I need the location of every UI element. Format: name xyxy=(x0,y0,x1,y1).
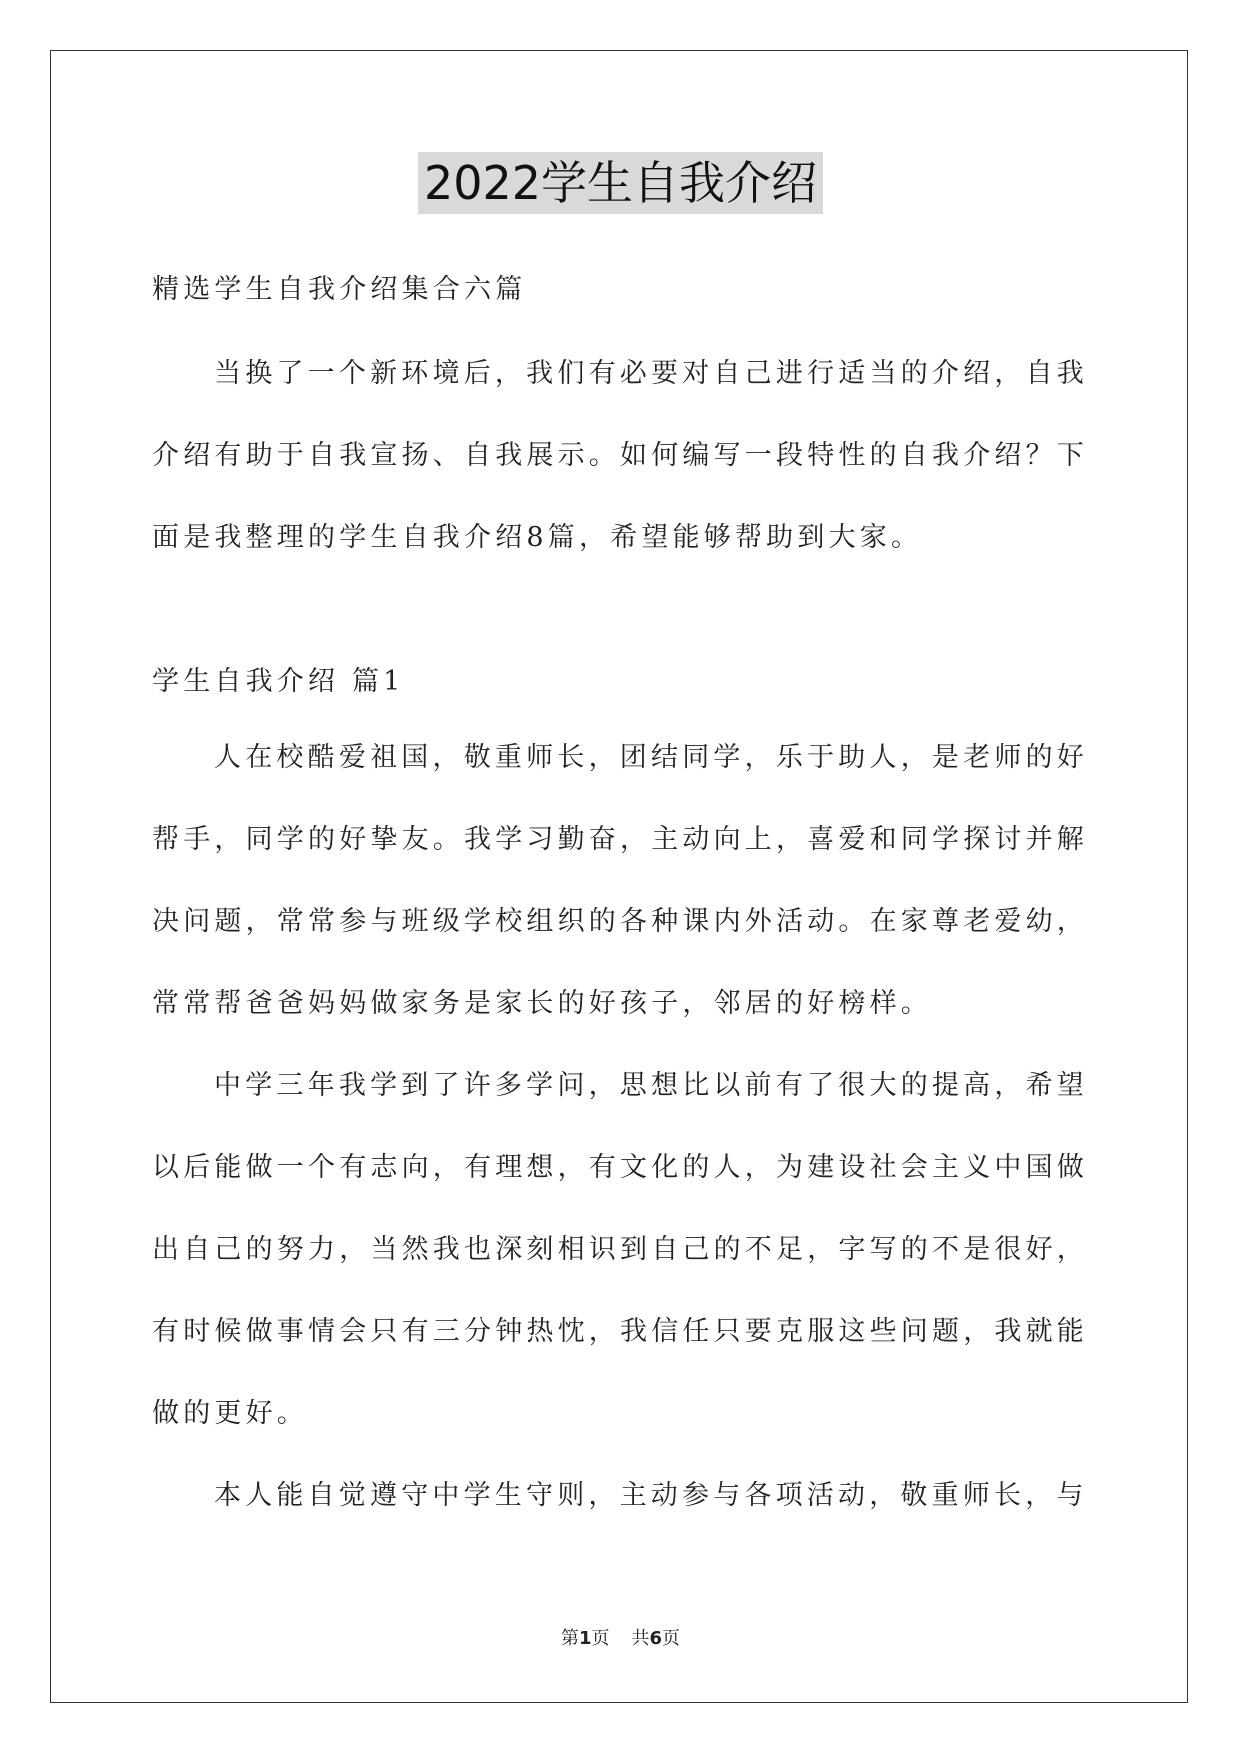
body-paragraph-1: 人在校酷爱祖国，敬重师长，团结同学，乐于助人，是老师的好帮手，同学的好挚友。我学习勤奋，主动向上，喜爱和同学探讨并解决问题，常常参与班级学校组织的各种课内外活动。在家尊老爱幼，常常帮爸爸妈妈做家务是家长的好孩子，邻居的好榜样。 xyxy=(152,742,1088,1019)
page-prefix: 第 xyxy=(560,1628,579,1649)
total-suffix: 页 xyxy=(662,1628,681,1649)
document-body xyxy=(152,265,1088,1537)
document-title: 2022学生自我介绍 xyxy=(418,152,823,214)
page-number: 1 xyxy=(578,1628,592,1649)
total-prefix: 共 xyxy=(631,1628,650,1649)
page-suffix: 页 xyxy=(591,1628,610,1649)
page-footer xyxy=(0,1624,1241,1650)
title-container xyxy=(0,152,1241,214)
body-paragraph-3: 本人能自觉遵守中学生守则，主动参与各项活动，敬重师长，与 xyxy=(214,1480,1088,1511)
body-paragraph-2: 中学三年我学到了许多学问，思想比以前有了很大的提高，希望以后能做一个有志向，有理想，有文化的人，为建设社会主义中国做出自己的努力，当然我也深刻相识到自己的不足，字写的不是很好，有时候做事情会只有三分钟热忱，我信任只要克服这些问题，我就能做的更好。 xyxy=(152,1070,1088,1429)
section-heading: 学生自我介绍 篇1 xyxy=(152,666,405,697)
total-pages: 6 xyxy=(649,1628,663,1649)
document-subtitle: 精选学生自我介绍集合六篇 xyxy=(152,274,527,305)
intro-paragraph: 当换了一个新环境后，我们有必要对自己进行适当的介绍，自我介绍有助于自我宣扬、自我展示。如何编写一段特性的自我介绍？下面是我整理的学生自我介绍8篇，希望能够帮助到大家。 xyxy=(152,358,1088,553)
